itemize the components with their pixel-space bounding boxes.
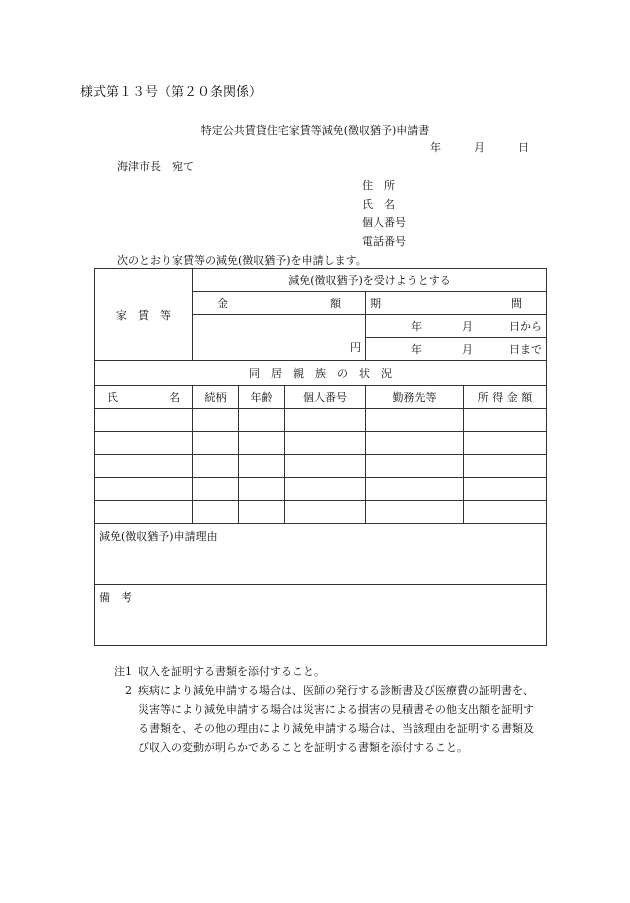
table-row (95, 455, 547, 478)
household-title: 同 居 親 族 の 状 況 (95, 361, 547, 386)
phone-label: 電話番号 (362, 235, 406, 248)
remarks-label: 備 考 (99, 591, 132, 604)
cell-income[interactable] (464, 409, 547, 432)
cell-personal-number[interactable] (285, 501, 366, 524)
cell-name[interactable] (95, 455, 193, 478)
table-row (95, 478, 547, 501)
col-income: 所 得 金 額 (464, 386, 547, 409)
amount-header: 金 額 (193, 292, 366, 315)
reason-field[interactable] (95, 524, 547, 585)
personal-number-label: 個人番号 (362, 216, 406, 229)
note-item: 注1 収入を証明する書類を添付すること。 (114, 665, 325, 678)
cell-workplace[interactable] (366, 501, 464, 524)
cell-relation[interactable] (193, 432, 239, 455)
reason-label: 減免(徴収猶予)申請理由 (99, 530, 218, 543)
cell-income[interactable] (464, 478, 547, 501)
col-workplace: 勤務先等 (366, 386, 464, 409)
col-personal-number: 個人番号 (285, 386, 366, 409)
cell-workplace[interactable] (366, 432, 464, 455)
cell-relation[interactable] (193, 478, 239, 501)
cell-income[interactable] (464, 501, 547, 524)
cell-name[interactable] (95, 478, 193, 501)
remarks-field[interactable] (95, 585, 547, 646)
name-label: 氏 名 (362, 198, 395, 211)
cell-name[interactable] (95, 501, 193, 524)
day-label: 日 (518, 141, 529, 154)
table-row (95, 409, 547, 432)
note-item: 2 疾病により減免申請する場合は、医師の発行する診断書及び医療費の証明書を、災害等により減免申請する場合は災害による損害の見積書その他支出額を証明する書類を、その他の理由により減免申請する場合は、当該理由を証明する書類及び収入の変動が明らかであることを証明する書類を添付すること。 (125, 684, 534, 754)
cell-relation[interactable] (193, 501, 239, 524)
col-relation: 続柄 (193, 386, 239, 409)
cell-age[interactable] (239, 409, 285, 432)
month-label: 月 (474, 141, 485, 154)
address-label: 住 所 (362, 179, 395, 192)
notes (94, 662, 544, 757)
cell-name[interactable] (95, 432, 193, 455)
cell-age[interactable] (239, 501, 285, 524)
cell-workplace[interactable] (366, 455, 464, 478)
cell-age[interactable] (239, 478, 285, 501)
cell-workplace[interactable] (366, 478, 464, 501)
date-line (430, 139, 529, 155)
cell-personal-number[interactable] (285, 478, 366, 501)
cell-personal-number[interactable] (285, 432, 366, 455)
intro-text: 次のとおり家賃等の減免(徴収猶予)を申請します。 (117, 254, 367, 267)
rent-row-label: 家 賃 等 (95, 269, 193, 361)
amount-field[interactable] (193, 315, 366, 361)
cell-income[interactable] (464, 432, 547, 455)
col-name: 氏 名 (95, 386, 193, 409)
cell-relation[interactable] (193, 455, 239, 478)
yen-label: 円 (350, 341, 361, 354)
application-table (94, 268, 547, 646)
table-row (95, 501, 547, 524)
document-title: 特定公共賃貸住宅家賃等減免(徴収猶予)申請書 (200, 124, 430, 137)
cell-personal-number[interactable] (285, 455, 366, 478)
cell-personal-number[interactable] (285, 409, 366, 432)
cell-workplace[interactable] (366, 409, 464, 432)
cell-income[interactable] (464, 455, 547, 478)
table-row (95, 432, 547, 455)
period-to-field[interactable]: 年 月 日まで (366, 338, 547, 361)
period-header: 期 間 (366, 292, 547, 315)
cell-relation[interactable] (193, 409, 239, 432)
cell-age[interactable] (239, 432, 285, 455)
year-label: 年 (430, 141, 441, 154)
form-number: 様式第１３号（第２０条関係） (80, 85, 263, 100)
period-from-field[interactable]: 年 月 日から (366, 315, 547, 338)
cell-age[interactable] (239, 455, 285, 478)
col-age: 年齢 (239, 386, 285, 409)
addressee: 海津市長 宛て (117, 160, 194, 173)
cell-name[interactable] (95, 409, 193, 432)
rent-section-header: 減免(徴収猶予)を受けようとする (193, 269, 547, 292)
